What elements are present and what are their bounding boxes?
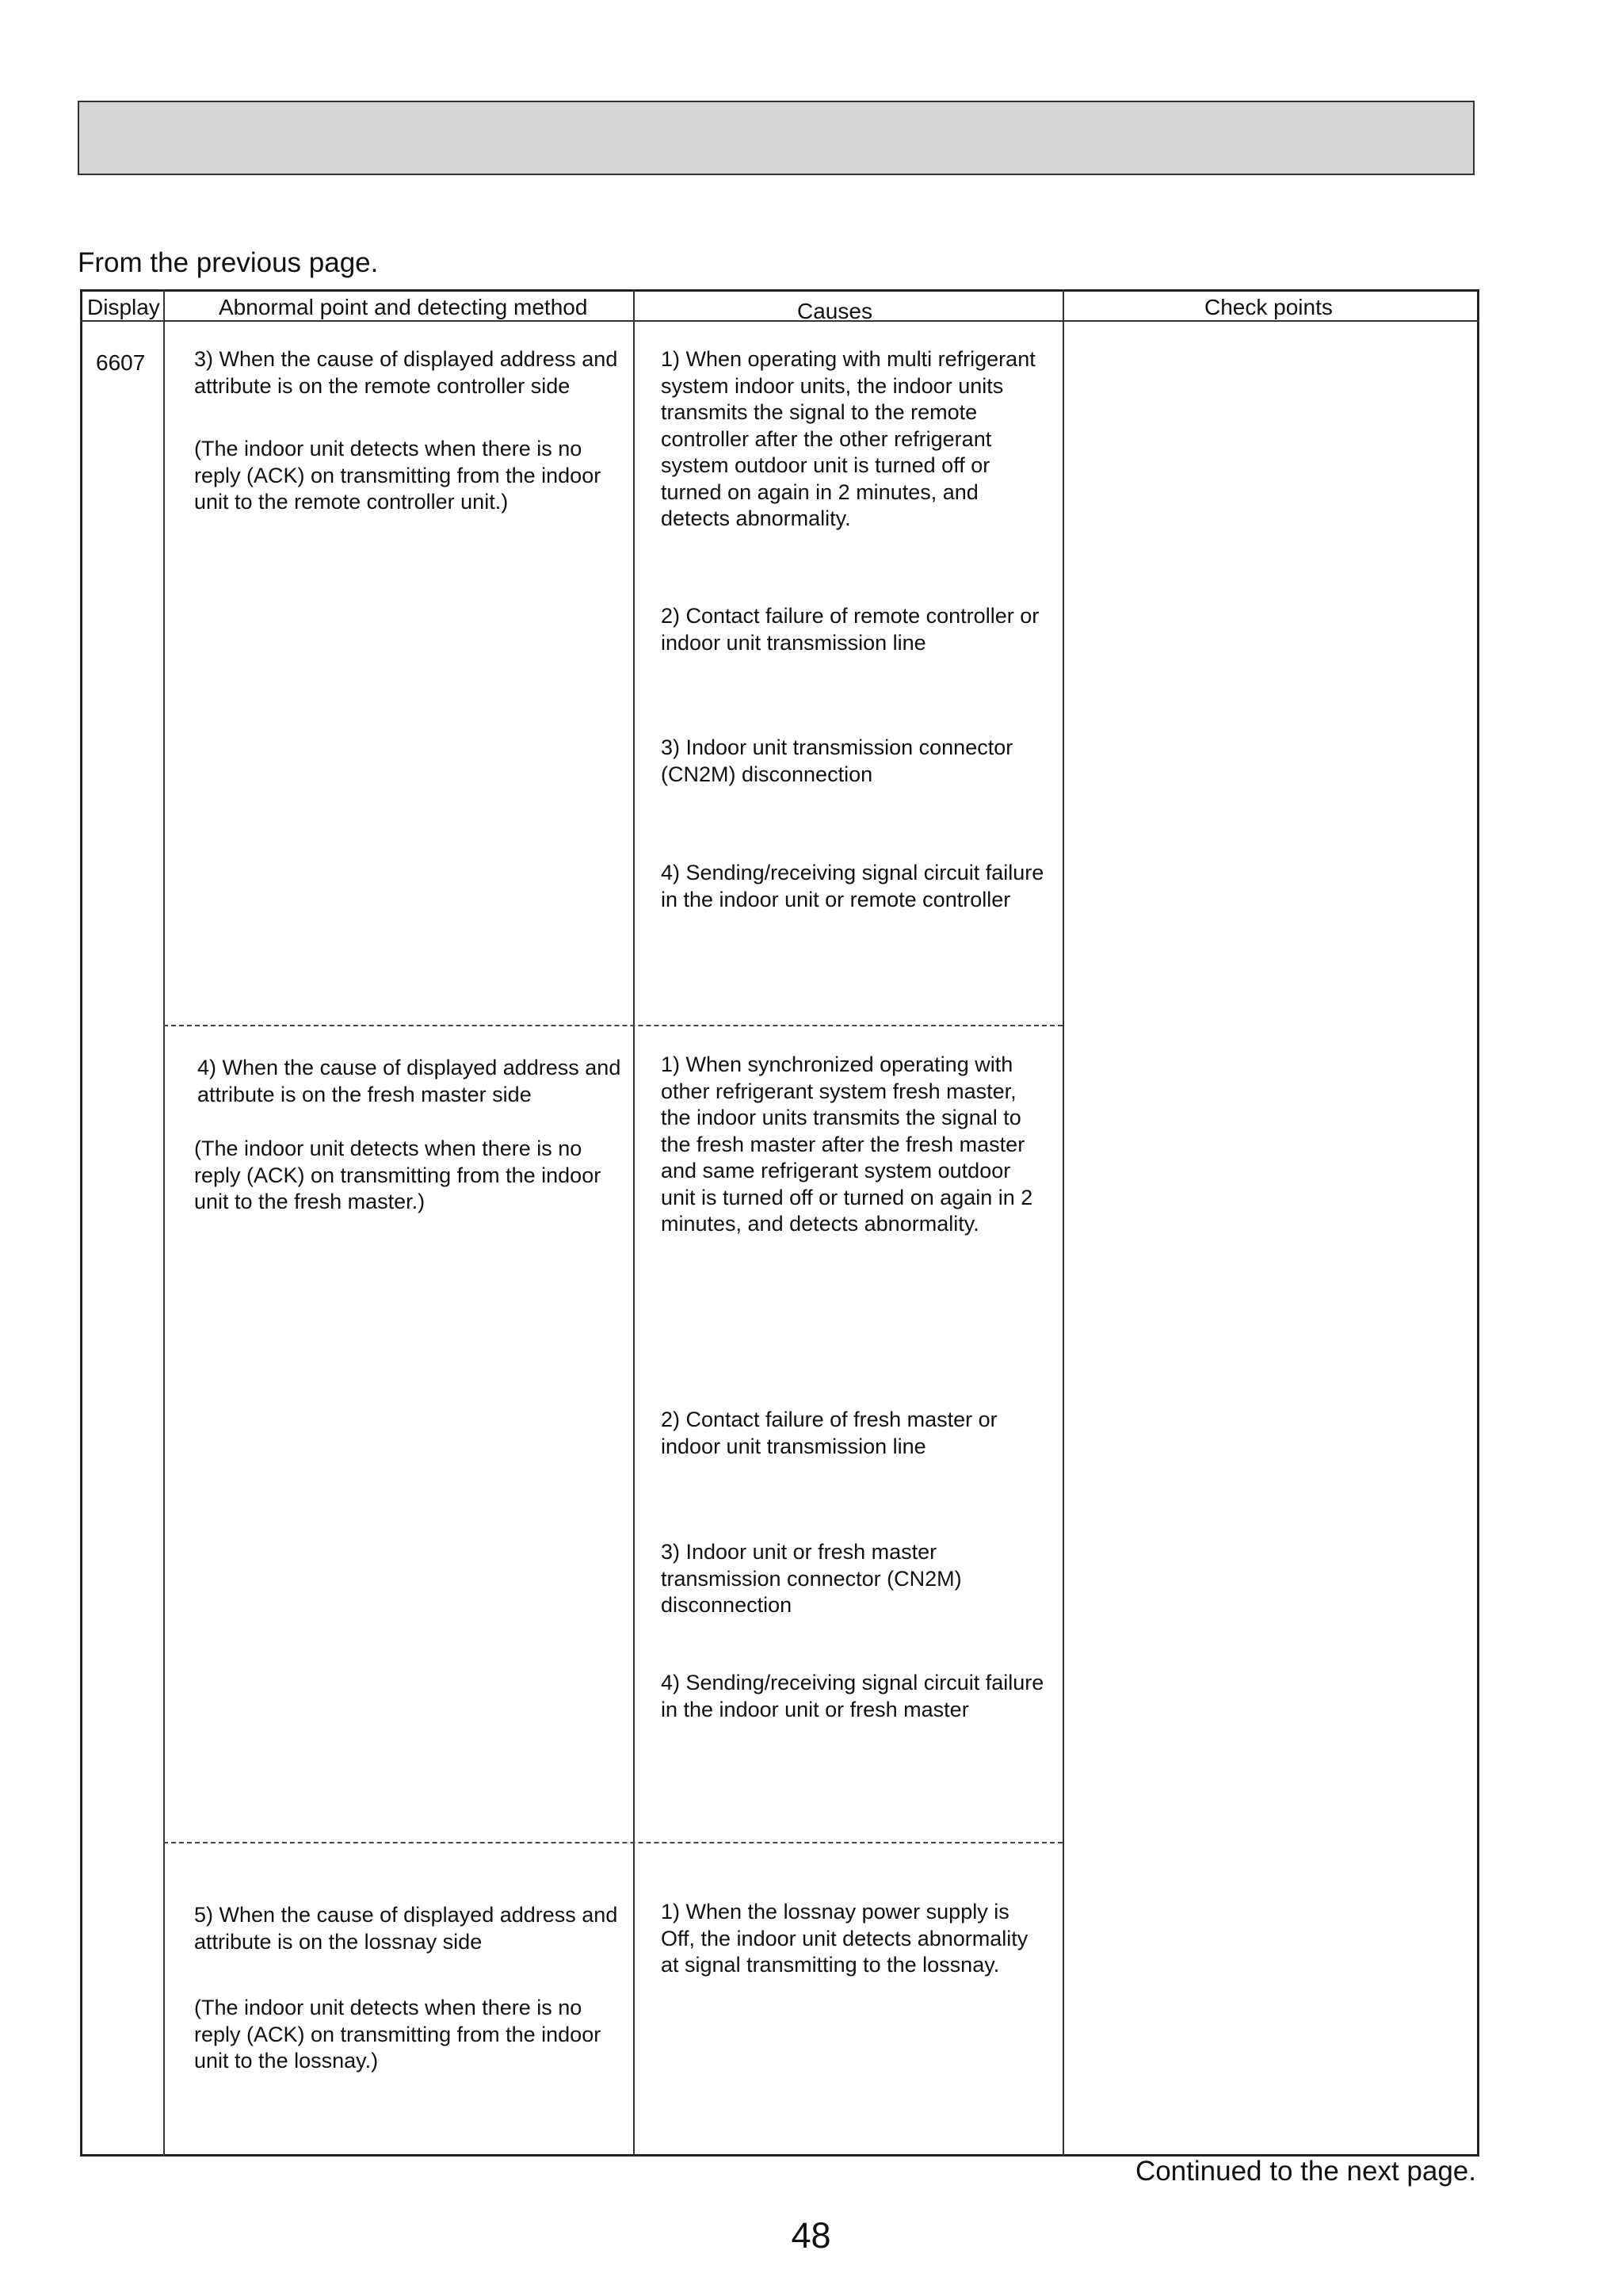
- section-header-bar: [78, 101, 1475, 175]
- cause-item: 1) When the lossnay power supply is Off, the indoor unit detects abnormality at signal transmitting to the lossnay.: [661, 1900, 1029, 1977]
- header-display: Display: [87, 295, 160, 319]
- cause-item: 3) Indoor unit transmission connector (CN2M) disconnection: [661, 735, 1013, 786]
- cause-item: 1) When operating with multi refrigerant system indoor units, the indoor units transmits the signal to the remote controller after the other refrigerant system outdoor unit is turned off or turned on again in 2 minutes, and detects abnormality.: [661, 347, 1036, 530]
- cause-item: 1) When synchronized operating with other refrigerant system fresh master, the indoor units transmits the signal to the fresh master after the fresh master and same refrigerant system outdoor unit is turned off or turned on again in 2 minutes, and detects abnormality.: [661, 1052, 1033, 1236]
- header-abnormal-point: Abnormal point and detecting method: [219, 295, 588, 319]
- column-divider-causes: [1063, 289, 1064, 2157]
- page-number: 48: [791, 2215, 831, 2256]
- abnormal-point-text: 5) When the cause of displayed address and attribute is on the lossnay side: [194, 1903, 618, 1954]
- cause-item: 4) Sending/receiving signal circuit failure in the indoor unit or remote controller: [661, 861, 1044, 911]
- from-previous-page-note: From the previous page.: [78, 247, 379, 278]
- abnormal-detection-note: (The indoor unit detects when there is no reply (ACK) on transmitting from the indoor unit to the fresh master.): [194, 1137, 601, 1213]
- abnormal-detection-note: (The indoor unit detects when there is no reply (ACK) on transmitting from the indoor unit to the lossnay.): [194, 1996, 601, 2073]
- column-divider-abnormal: [633, 289, 635, 2157]
- header-causes: Causes: [797, 299, 872, 323]
- abnormal-point-text: 4) When the cause of displayed address and attribute is on the fresh master side: [197, 1056, 621, 1106]
- cause-item: 2) Contact failure of remote controller or indoor unit transmission line: [661, 604, 1040, 655]
- column-divider-display: [163, 289, 165, 2157]
- row-divider-2: [163, 1842, 1063, 1843]
- header-check-points: Check points: [1204, 295, 1333, 319]
- continued-next-page-note: Continued to the next page.: [1135, 2156, 1476, 2187]
- cause-item: 4) Sending/receiving signal circuit failure in the indoor unit or fresh master: [661, 1671, 1044, 1721]
- abnormal-point-text: 3) When the cause of displayed address and attribute is on the remote controller side: [194, 347, 618, 398]
- cause-item: 2) Contact failure of fresh master or indoor unit transmission line: [661, 1408, 998, 1458]
- header-row-divider: [80, 320, 1479, 322]
- row-divider-1: [163, 1025, 1063, 1026]
- cause-item: 3) Indoor unit or fresh master transmission connector (CN2M) disconnection: [661, 1540, 962, 1617]
- error-code: 6607: [96, 350, 146, 375]
- abnormal-detection-note: (The indoor unit detects when there is no reply (ACK) on transmitting from the indoor unit to the remote controller unit.): [194, 437, 601, 514]
